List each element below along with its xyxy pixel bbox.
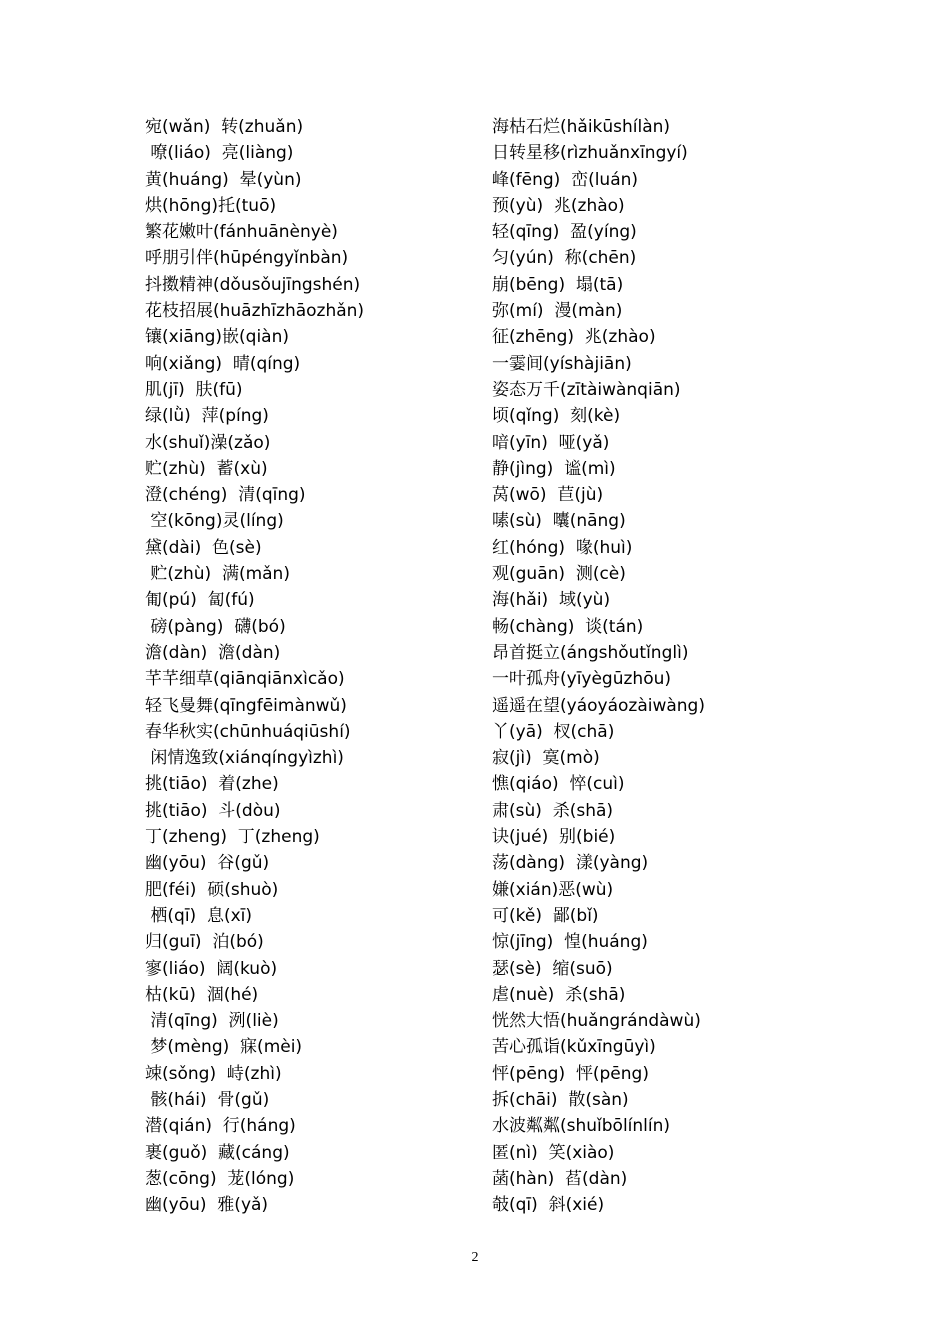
vocab-entry: 响(xiǎng) 晴(qíng)	[145, 353, 301, 374]
vocab-entry: 幽(yōu) 谷(gǔ)	[145, 853, 270, 874]
vocab-entry: 骸(hái) 骨(gǔ)	[145, 1089, 270, 1110]
vocab-entry: 日转星移(rìzhuǎnxīngyí)	[492, 143, 688, 164]
vocab-entry: 寥(liáo) 阔(kuò)	[145, 958, 278, 979]
vocab-entry: 虐(nuè) 杀(shā)	[492, 984, 626, 1005]
vocab-entry: 苦心孤诣(kǔxīngūyì)	[492, 1037, 656, 1058]
vocab-entry: 芊芊细草(qiānqiānxìcǎo)	[145, 669, 345, 690]
vocab-entry: 镶(xiāng)嵌(qiàn)	[145, 327, 290, 348]
vocab-entry: 匿(nì) 笑(xiào)	[492, 1142, 615, 1163]
right-column	[492, 114, 892, 1218]
vocab-entry: 攲(qī) 斜(xié)	[492, 1195, 605, 1216]
vocab-entry: 峰(fēng) 峦(luán)	[492, 169, 639, 190]
vocab-entry: 归(guī) 泊(bó)	[145, 932, 264, 953]
vocab-entry: 匍(pú) 匐(fú)	[145, 590, 255, 611]
vocab-entry: 闲情逸致(xiánqíngyìzhì)	[145, 748, 344, 769]
vocab-entry: 黄(huáng) 晕(yùn)	[145, 169, 302, 190]
vocab-entry: 一霎间(yíshàjiān)	[492, 353, 632, 374]
vocab-entry: 烘(hōng)托(tuō)	[145, 195, 277, 216]
vocab-entry: 征(zhēng) 兆(zhào)	[492, 327, 656, 348]
vocab-entry: 恍然大悟(huǎngrándàwù)	[492, 1011, 701, 1032]
vocab-entry: 轻(qīng) 盈(yíng)	[492, 222, 637, 243]
vocab-entry: 挑(tiāo) 着(zhe)	[145, 774, 279, 795]
vocab-entry: 清(qīng) 洌(liè)	[145, 1011, 279, 1032]
vocab-entry: 肥(féi) 硕(shuò)	[145, 879, 279, 900]
vocab-entry: 挑(tiāo) 斗(dòu)	[145, 800, 281, 821]
vocab-entry: 海(hǎi) 域(yù)	[492, 590, 611, 611]
vocab-entry: 嘹(liáo) 亮(liàng)	[145, 143, 294, 164]
vocab-entry: 肃(sù) 杀(shā)	[492, 800, 614, 821]
vocab-entry: 抖擞精神(dǒusǒujīngshén)	[145, 274, 361, 295]
vocab-entry: 空(kōng)灵(líng)	[145, 511, 284, 532]
vocab-entry: 畅(chàng) 谈(tán)	[492, 616, 644, 637]
vocab-entry: 瑟(sè) 缩(suō)	[492, 958, 613, 979]
left-column	[145, 114, 465, 1218]
vocab-entry: 梦(mèng) 寐(mèi)	[145, 1037, 303, 1058]
vocab-entry: 拆(chāi) 散(sàn)	[492, 1089, 629, 1110]
vocab-entry: 竦(sǒng) 峙(zhì)	[145, 1063, 282, 1084]
vocab-entry: 姿态万千(zītàiwànqiān)	[492, 379, 681, 400]
vocab-entry: 贮(zhù) 满(mǎn)	[145, 564, 290, 585]
vocab-entry: 惊(jīng) 惶(huáng)	[492, 932, 648, 953]
vocab-entry: 丁(zheng) 丁(zheng)	[145, 827, 320, 848]
vocab-entry: 水波粼粼(shuǐbōlínlín)	[492, 1116, 671, 1137]
vocab-entry: 磅(pàng) 礴(bó)	[145, 616, 286, 637]
vocab-entry: 崩(bēng) 塌(tā)	[492, 274, 624, 295]
page-number: 2	[471, 1250, 479, 1265]
vocab-entry: 丫(yā) 杈(chā)	[492, 721, 615, 742]
vocab-entry: 春华秋实(chūnhuáqiūshí)	[145, 721, 351, 742]
vocab-entry: 观(guān) 测(cè)	[492, 564, 626, 585]
vocab-entry: 宛(wǎn) 转(zhuǎn)	[145, 117, 304, 137]
vocab-entry: 黛(dài) 色(sè)	[145, 537, 262, 558]
vocab-entry: 荡(dàng) 漾(yàng)	[492, 853, 649, 874]
vocab-entry: 葱(cōng) 茏(lóng)	[145, 1168, 295, 1189]
vocab-entry: 菡(hàn) 萏(dàn)	[492, 1168, 628, 1189]
vocab-entry: 莴(wō) 苣(jù)	[492, 485, 604, 506]
vocab-entry: 匀(yún) 称(chēn)	[492, 248, 637, 269]
vocab-entry: 嗉(sù) 囔(nāng)	[492, 511, 626, 532]
vocab-entry: 澄(chéng) 清(qīng)	[145, 485, 306, 506]
vocab-entry: 遥遥在望(yáoyáozàiwàng)	[492, 695, 705, 716]
vocab-entry: 静(jìng) 谧(mì)	[492, 458, 616, 479]
vocab-entry: 顷(qǐng) 刻(kè)	[492, 406, 621, 427]
vocab-entry: 怦(pēng) 怦(pēng)	[492, 1063, 649, 1084]
vocab-entry: 水(shuǐ)澡(zǎo)	[145, 432, 271, 453]
vocab-entry: 栖(qī) 息(xī)	[145, 905, 253, 926]
vocab-entry: 呼朋引伴(hūpéngyǐnbàn)	[145, 248, 349, 269]
vocab-entry: 嫌(xián)恶(wù)	[492, 879, 614, 900]
vocab-entry: 繁花嫩叶(fánhuānènyè)	[145, 222, 338, 243]
vocab-entry: 一叶孤舟(yīyègūzhōu)	[492, 669, 672, 690]
vocab-entry: 红(hóng) 喙(huì)	[492, 537, 633, 558]
vocab-entry: 潜(qián) 行(háng)	[145, 1116, 296, 1137]
vocab-entry: 贮(zhù) 蓄(xù)	[145, 458, 268, 479]
vocab-entry: 弥(mí) 漫(màn)	[492, 301, 623, 322]
vocab-entry: 喑(yīn) 哑(yǎ)	[492, 432, 610, 453]
vocab-entry: 枯(kū) 涸(hé)	[145, 984, 259, 1005]
vocab-entry: 憔(qiáo) 悴(cuì)	[492, 774, 625, 795]
vocab-entry: 肌(jī) 肤(fū)	[145, 379, 243, 400]
vocab-entry: 寂(jì) 寞(mò)	[492, 748, 600, 769]
vocab-entry: 裹(guǒ) 藏(cáng)	[145, 1142, 290, 1163]
vocab-entry: 绿(lǜ) 萍(píng)	[145, 406, 269, 427]
vocab-entry: 预(yù) 兆(zhào)	[492, 195, 625, 216]
vocab-entry: 花枝招展(huāzhīzhāozhǎn)	[145, 301, 365, 322]
vocab-entry: 昂首挺立(ángshǒutǐnglì)	[492, 642, 689, 663]
vocab-entry: 澹(dàn) 澹(dàn)	[145, 642, 281, 663]
vocab-entry: 轻飞曼舞(qīngfēimànwǔ)	[145, 695, 347, 716]
vocab-entry: 海枯石烂(hǎikūshílàn)	[492, 117, 671, 137]
vocab-entry: 幽(yōu) 雅(yǎ)	[145, 1195, 269, 1216]
vocab-entry: 可(kě) 鄙(bǐ)	[492, 905, 599, 926]
vocab-entry: 诀(jué) 别(bié)	[492, 827, 616, 848]
